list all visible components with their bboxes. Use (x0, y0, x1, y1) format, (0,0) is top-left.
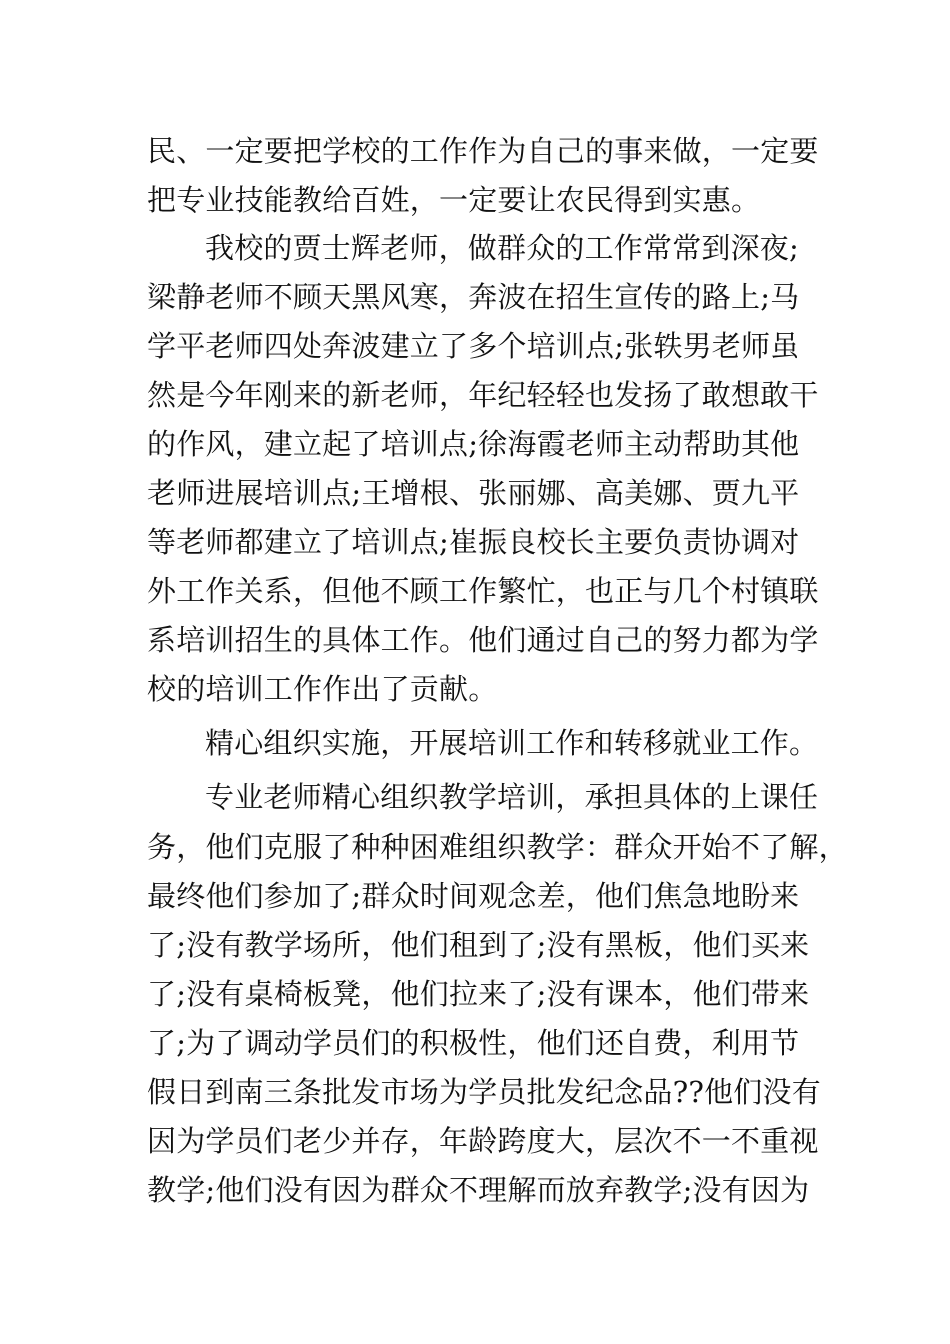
paragraph-first-line: 我校的贾士辉老师，做群众的工作常常到深夜; (205, 231, 799, 265)
text-line: 了;没有教学场所，他们租到了;没有黑板，他们买来 (147, 928, 810, 962)
text-line: 系培训招生的具体工作。他们通过自己的努力都为学 (147, 623, 819, 657)
text-line: 等老师都建立了培训点;崔振良校长主要负责协调对 (147, 525, 800, 559)
paragraph-first-line: 专业老师精心组织教学培训，承担具体的上课任 (205, 780, 819, 814)
text-line: 学平老师四处奔波建立了多个培训点;张轶男老师虽 (147, 329, 800, 363)
text-line: 的作风，建立起了培训点;徐海霞老师主动帮助其他 (147, 427, 800, 461)
text-line: 最终他们参加了;群众时间观念差，他们焦急地盼来 (147, 879, 800, 913)
text-line: 教学;他们没有因为群众不理解而放弃教学;没有因为 (147, 1173, 810, 1207)
text-line: 了;没有桌椅板凳，他们拉来了;没有课本，他们带来 (147, 977, 810, 1011)
text-line: 然是今年刚来的新老师，年纪轻轻也发扬了敢想敢干 (147, 378, 819, 412)
text-line: 梁静老师不顾天黑风寒，奔波在招生宣传的路上;马 (147, 280, 800, 314)
text-line: 外工作关系，但他不顾工作繁忙，也正与几个村镇联 (147, 574, 819, 608)
text-line: 假日到南三条批发市场为学员批发纪念品??他们没有 (147, 1075, 821, 1109)
text-line: 务，他们克服了种种困难组织教学：群众开始不了解， (147, 830, 848, 864)
text-line: 校的培训工作作出了贡献。 (147, 672, 498, 706)
text-line: 老师进展培训点;王增根、张丽娜、高美娜、贾九平 (147, 476, 800, 510)
text-line: 了;为了调动学员们的积极性，他们还自费，利用节 (147, 1026, 800, 1060)
text-line: 把专业技能教给百姓，一定要让农民得到实惠。 (147, 183, 761, 217)
paragraph-first-line: 精心组织实施，开展培训工作和转移就业工作。 (205, 726, 819, 760)
text-line: 民、一定要把学校的工作作为自己的事来做，一定要 (147, 134, 819, 168)
text-line: 因为学员们老少并存，年龄跨度大，层次不一不重视 (147, 1124, 819, 1158)
